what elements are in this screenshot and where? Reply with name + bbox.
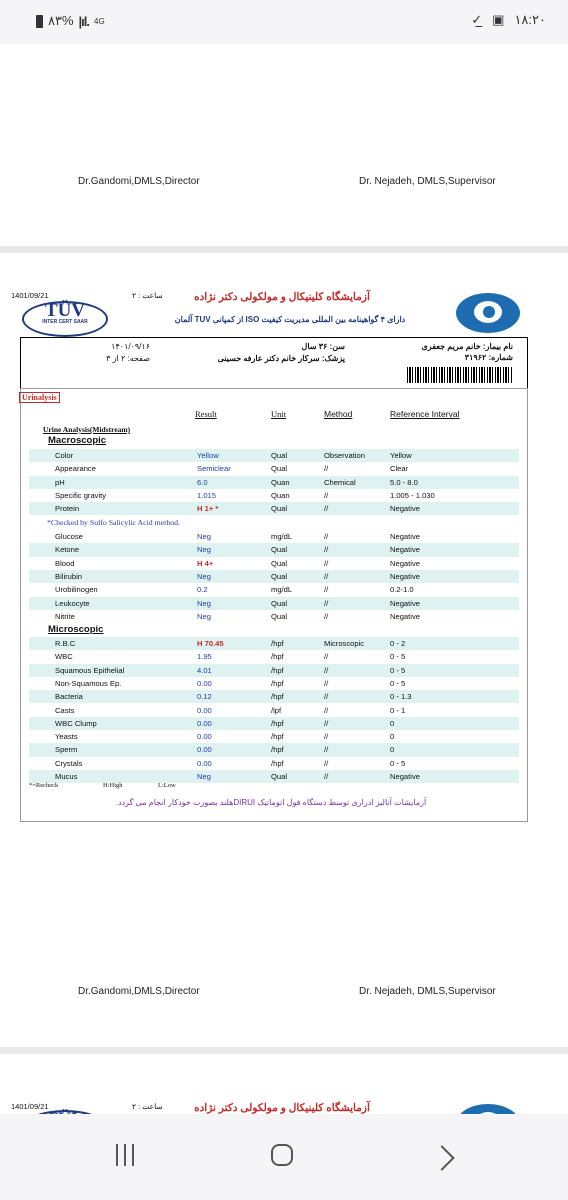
cell-method: Chemical <box>324 477 356 487</box>
print-date-next: 1401/09/21 <box>11 1102 49 1111</box>
cell-name: Leukocyte <box>55 598 90 608</box>
cell-method: // <box>324 558 329 568</box>
cell-result: 0.00 <box>197 732 212 742</box>
table-row <box>29 610 519 623</box>
cell-method: // <box>324 758 329 768</box>
cell-ref: Negative <box>390 558 420 568</box>
cell-result: 6.0 <box>197 477 208 487</box>
table-row <box>29 704 519 717</box>
cell-unit: /hpf <box>271 665 284 675</box>
cell-name: Blood <box>55 558 75 568</box>
cell-ref: 0 - 5 <box>390 678 406 688</box>
cell-unit: Qual <box>271 611 288 621</box>
section-title: Urine Analysis(Midstream) <box>43 425 131 434</box>
status-bar <box>0 0 568 44</box>
table-row <box>29 650 519 663</box>
table-row <box>29 730 519 743</box>
cell-method: // <box>324 585 329 595</box>
table-row <box>29 757 519 770</box>
cell-unit: /hpf <box>271 732 284 742</box>
cell-name: WBC <box>55 652 73 662</box>
cell-method: // <box>324 611 329 621</box>
cell-unit: Quan <box>271 477 290 487</box>
cell-unit: Qual <box>271 558 288 568</box>
cell-result: Neg <box>197 545 211 555</box>
cell-ref: Negative <box>390 571 420 581</box>
cell-ref: 0 <box>390 732 395 742</box>
cell-result: 1.95 <box>197 652 212 662</box>
table-row <box>29 597 519 610</box>
battery-level: ۸۳% <box>48 13 74 28</box>
file-number: شماره: ۳۱۹۶۲ <box>464 353 513 362</box>
cell-result: Neg <box>197 598 211 608</box>
cell-unit: /hpf <box>271 639 284 648</box>
cell-method: // <box>324 545 329 555</box>
report-page-next <box>0 1054 568 1114</box>
col-reference: Reference Interval <box>390 409 460 419</box>
cell-unit: /hpf <box>271 758 284 768</box>
tuv-logo: TÜV INTER CERT SAAR <box>22 301 108 337</box>
cell-name: Bilirubin <box>55 571 83 581</box>
cell-name: WBC Clump <box>55 718 97 728</box>
cell-name: Ketone <box>55 545 80 555</box>
table-row <box>29 449 519 462</box>
back-icon[interactable] <box>429 1145 454 1170</box>
cell-unit: Quan <box>271 490 290 500</box>
cell-unit: mg/dL <box>271 585 293 595</box>
table-row <box>29 570 519 583</box>
cell-method: // <box>324 678 329 688</box>
cell-name: Sperm <box>55 745 78 755</box>
android-nav-bar <box>0 1114 568 1200</box>
cell-unit: /hpf <box>271 745 284 755</box>
cell-name: Color <box>55 451 74 460</box>
home-icon[interactable] <box>271 1144 293 1166</box>
table-row <box>29 690 519 703</box>
cell-ref: 0.2-1.0 <box>390 585 414 595</box>
cell-method: // <box>324 532 329 541</box>
cell-method: // <box>324 692 329 702</box>
lab-title-next: آزمایشگاه کلینیکال و مولکولی دکتر نژاده <box>194 1102 370 1114</box>
cell-ref: Negative <box>390 611 420 621</box>
table-row <box>29 476 519 489</box>
cell-method: // <box>324 464 329 474</box>
cell-unit: Qual <box>271 598 288 608</box>
cell-ref: 1.005 - 1.030 <box>390 490 435 500</box>
patient-name: نام بیمار: خانم مریم جعفری <box>421 342 513 351</box>
table-row <box>29 677 519 690</box>
cell-unit: Qual <box>271 772 288 781</box>
cell-ref: 0 - 5 <box>390 652 406 662</box>
cell-result: 1.015 <box>197 490 217 500</box>
cell-name: Squamous Epithelial <box>55 665 125 675</box>
cell-result: H 1+ * <box>197 504 219 514</box>
cell-method: Observation <box>324 451 365 460</box>
legend-recheck: *=Recheck <box>29 782 59 789</box>
report-page <box>0 253 568 1047</box>
status-right <box>471 12 546 28</box>
table-row <box>29 530 519 543</box>
cell-name: Protein <box>55 504 80 514</box>
cell-unit: Qual <box>271 571 288 581</box>
cell-result: 0.00 <box>197 705 212 715</box>
print-time: ساعت : ۲ <box>132 291 163 300</box>
cell-ref: 0 - 5 <box>390 758 406 768</box>
table-row <box>29 462 519 475</box>
macroscopic-label: Macroscopic <box>48 435 107 446</box>
col-unit: Unit <box>271 409 287 419</box>
download-check-icon: ✓̲ <box>471 12 483 27</box>
page-number: صفحه: ۲ از ۳ <box>106 354 150 363</box>
protein-note: *Checked by Sulfo Salicylic Acid method. <box>47 518 180 527</box>
table-row <box>29 583 519 596</box>
cell-ref: Clear <box>390 464 409 474</box>
cell-method: // <box>324 571 329 581</box>
image-icon: ▣ <box>492 12 505 27</box>
cell-name: Nitrite <box>55 611 75 621</box>
cell-ref: Negative <box>390 504 420 514</box>
lab-subtitle: دارای ۴ گواهینامه بین المللی مدیریت کیفیت ISO از کمپانی TUV آلمان <box>174 315 406 324</box>
cell-result: 0.00 <box>197 758 212 768</box>
cell-method: Microscopic <box>324 639 365 648</box>
cell-unit: mg/dL <box>271 532 293 541</box>
cell-result: 0.2 <box>197 585 208 595</box>
supervisor-signature: Dr. Nejadeh, DMLS,Supervisor <box>359 176 496 187</box>
cell-ref: 0 <box>390 745 395 755</box>
cell-ref: Negative <box>390 598 420 608</box>
table-row <box>29 489 519 502</box>
cell-unit: Qual <box>271 451 288 460</box>
recent-apps-icon[interactable] <box>116 1144 138 1166</box>
cell-ref: Negative <box>390 545 420 555</box>
cell-result: 0.00 <box>197 745 212 755</box>
cell-method: // <box>324 490 329 500</box>
cell-method: // <box>324 732 329 742</box>
cell-result: Neg <box>197 532 211 541</box>
cell-result: Neg <box>197 611 211 621</box>
table-row <box>29 637 519 650</box>
cell-result: 0.12 <box>197 692 212 702</box>
cell-ref: 0 - 5 <box>390 665 406 675</box>
signal-icon: |ıl. <box>78 13 90 29</box>
print-time-next: ساعت : ۲ <box>132 1102 163 1111</box>
cell-name: Bacteria <box>55 692 83 702</box>
cell-unit: Qual <box>271 504 288 514</box>
col-method: Method <box>324 409 353 419</box>
cell-name: Mucus <box>55 772 78 781</box>
report-badge: Urinalysis <box>19 392 60 403</box>
cell-name: R.B.C <box>55 639 76 648</box>
microscopic-label: Microscopic <box>48 624 104 635</box>
cell-name: pH <box>55 477 65 487</box>
cell-ref: Negative <box>390 772 420 781</box>
table-row <box>29 543 519 556</box>
cell-unit: /lpf <box>271 705 282 715</box>
cell-ref: 0 <box>390 718 395 728</box>
legend-low: L:Low <box>158 782 176 789</box>
cell-name: Specific gravity <box>55 490 107 500</box>
lab-logo <box>456 293 520 333</box>
cell-method: // <box>324 504 329 514</box>
cell-method: // <box>324 652 329 662</box>
table-row <box>29 743 519 756</box>
table-row <box>29 717 519 730</box>
cell-ref: 5.0 - 8.0 <box>390 477 418 487</box>
referring-doctor: پزشک: سرکار خانم دکتر عارفه حسینی <box>217 354 345 363</box>
cell-result: 0.00 <box>197 718 212 728</box>
cell-result: 0.00 <box>197 678 212 688</box>
cell-method: // <box>324 598 329 608</box>
legend-high: H:High <box>103 782 123 789</box>
cell-result: Neg <box>197 571 211 581</box>
table-row <box>29 664 519 677</box>
battery-icon <box>36 15 43 28</box>
analyzer-footnote: آزمایشات آنالیز ادراری توسط دستگاه فول اتوماتیک DIRUIهلند بصورت خودکار انجام می گردد. <box>115 798 427 807</box>
cell-method: // <box>324 772 329 781</box>
cell-method: // <box>324 745 329 755</box>
cell-result: H 4+ <box>197 558 214 568</box>
cell-name: Non-Squamous Ep. <box>55 678 122 688</box>
cell-ref: 0 - 2 <box>390 639 406 648</box>
cell-result: Semiclear <box>197 464 231 474</box>
director-signature: Dr.Gandomi,DMLS,Director <box>78 176 200 187</box>
cell-result: 4.01 <box>197 665 212 675</box>
cell-ref: 0 - 1 <box>390 705 406 715</box>
cell-method: // <box>324 718 329 728</box>
urinalysis-report <box>20 388 528 822</box>
cell-unit: Qual <box>271 464 288 474</box>
cell-ref: Negative <box>390 532 420 541</box>
report-date: ۱۴۰۱/۰۹/۱۶ <box>111 342 150 351</box>
supervisor-signature-2: Dr. Nejadeh, DMLS,Supervisor <box>359 986 496 997</box>
clock: ۱۸:۲۰ <box>514 12 546 27</box>
director-signature-2: Dr.Gandomi,DMLS,Director <box>78 986 200 997</box>
cell-name: Casts <box>55 705 75 715</box>
lab-title: آزمایشگاه کلینیکال و مولکولی دکتر نژاده <box>194 291 370 303</box>
cell-name: Crystals <box>55 758 83 768</box>
patient-age: سن: ۳۶ سال <box>301 342 345 351</box>
cell-unit: /hpf <box>271 652 284 662</box>
table-row <box>29 502 519 515</box>
cell-unit: /hpf <box>271 692 284 702</box>
cell-method: // <box>324 665 329 675</box>
report-page-previous <box>0 44 568 246</box>
cell-ref: Yellow <box>390 451 412 460</box>
print-date: 1401/09/21 <box>11 291 49 300</box>
table-row <box>29 557 519 570</box>
cell-method: // <box>324 705 329 715</box>
cell-unit: /hpf <box>271 718 284 728</box>
network-type: 4G <box>94 16 105 26</box>
cell-result: Neg <box>197 772 211 781</box>
cell-result: H 70.45 <box>197 639 224 648</box>
cell-name: Urobilinogen <box>55 585 98 595</box>
status-left <box>36 13 105 29</box>
cell-result: Yellow <box>197 451 219 460</box>
col-result: Result <box>195 409 217 419</box>
cell-unit: Qual <box>271 545 288 555</box>
cell-ref: 0 - 1.3 <box>390 692 412 702</box>
cell-name: Glucose <box>55 532 83 541</box>
cell-unit: /hpf <box>271 678 284 688</box>
cell-name: Appearance <box>55 464 96 474</box>
barcode <box>407 367 513 383</box>
cell-name: Yeasts <box>55 732 78 742</box>
